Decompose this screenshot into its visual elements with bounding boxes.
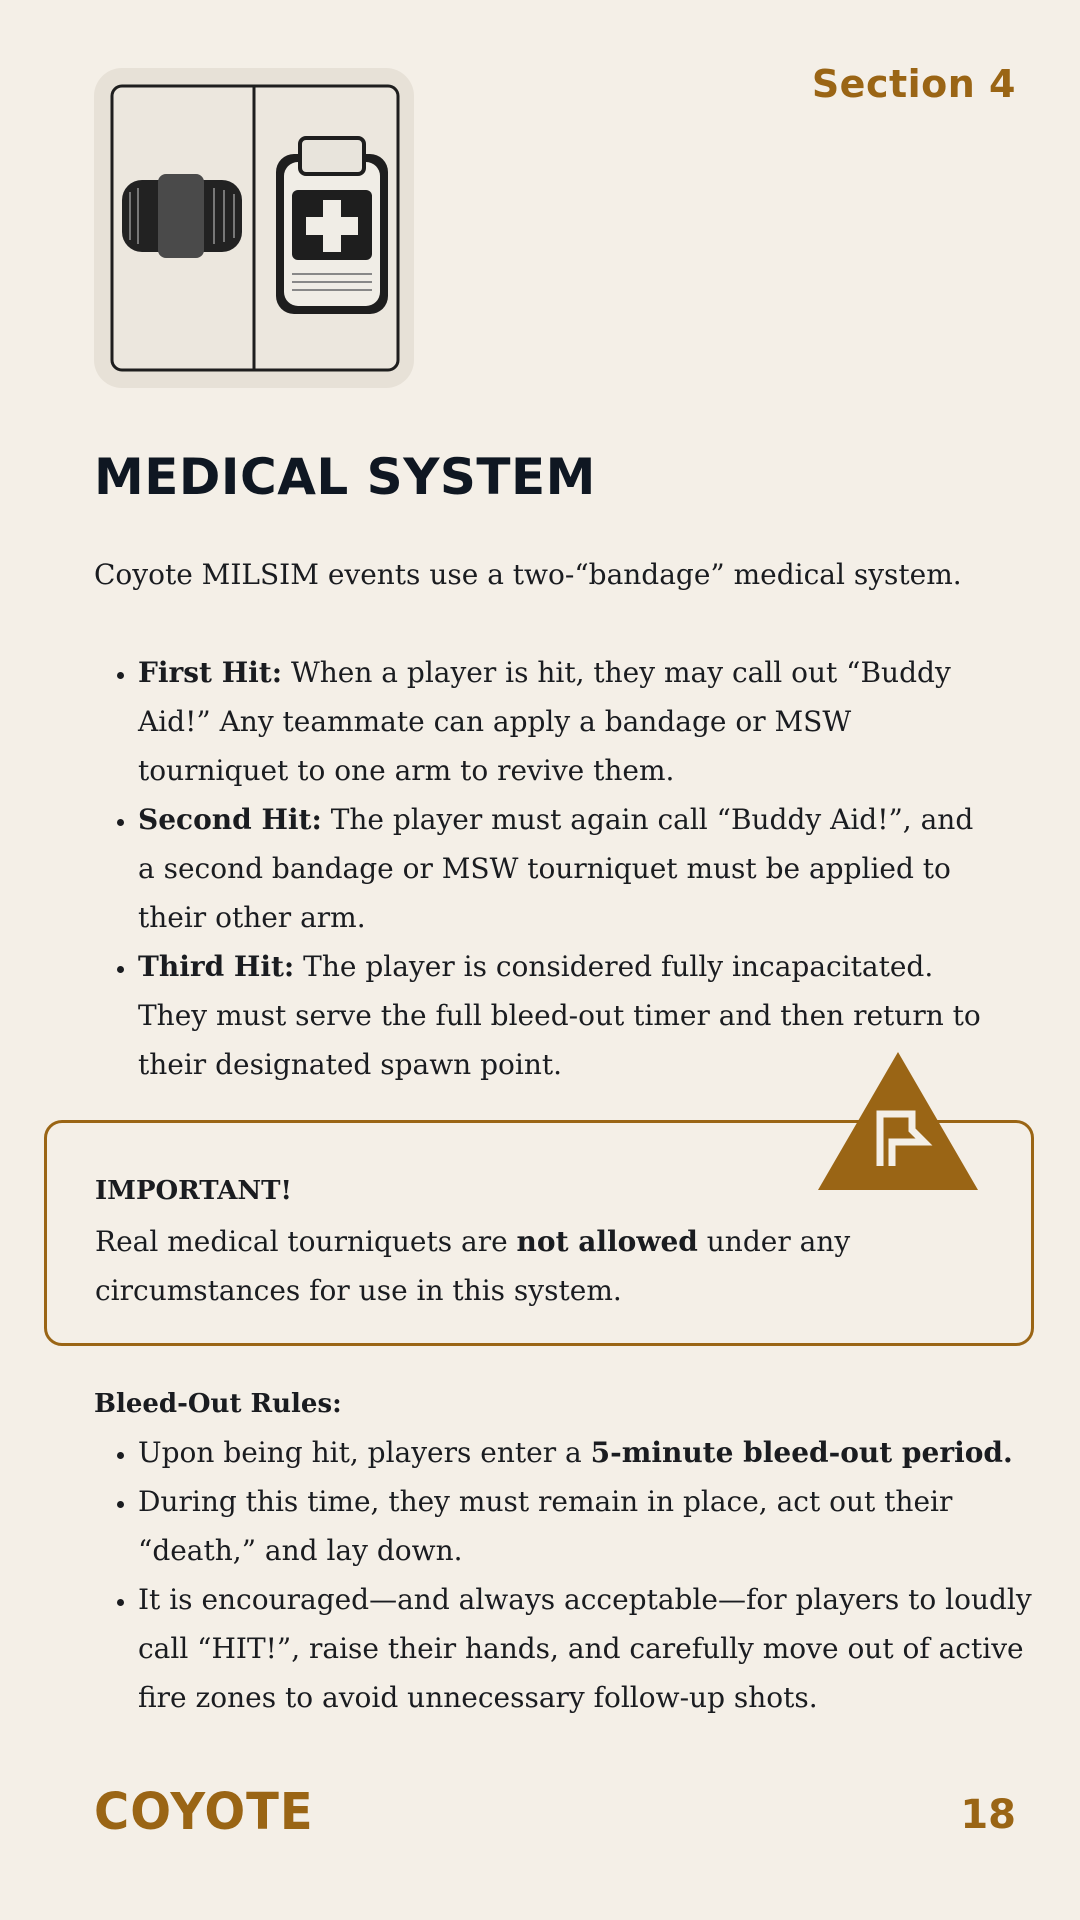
first-aid-pouch-icon [276,138,388,314]
bleed-out-heading: Bleed-Out Rules: [94,1389,342,1419]
rule-text: The player is considered fully incapacitated. They must serve the full bleed-out timer and then return to their designated spawn point. [138,950,981,1081]
bleed-text: Upon being hit, players enter a [138,1436,591,1469]
intro-text: Coyote MILSIM events use a two-“bandage” medical system. [94,558,962,591]
notice-body [95,1217,1015,1315]
list-item [138,648,988,795]
rule-label: First Hit: [138,656,283,689]
tourniquet-icon [122,174,242,258]
rule-text: The player must again call “Buddy Aid!”, and a second bandage or MSW tourniquet must be applied to their other arm. [138,803,974,934]
medical-gear-illustration [94,68,414,388]
list-item: • It is encouraged—and always acceptable—for players to loudly call “HIT!”, raise their hands, and carefully move out of active fire zones to avoid unnecessary follow-up shots. [138,1575,1068,1722]
brand-logo: COYOTE [94,1782,314,1842]
page-title: MEDICAL SYSTEM [94,448,596,506]
notice-text: under any circumstances for use in this system. [95,1225,851,1307]
list-item [138,795,988,942]
notice-title: IMPORTANT! [95,1176,292,1206]
section-label: Section 4 [811,62,1016,106]
rule-text: When a player is hit, they may call out “Buddy Aid!” Any teammate can apply a bandage or MSW tourniquet to one arm to revive them. [138,656,951,787]
list-item: • During this time, they must remain in place, act out their “death,” and lay down. [138,1477,1068,1575]
bleed-emphasis: 5-minute bleed-out period. [590,1436,1013,1469]
notice-text: Real medical tourniquets are [95,1225,517,1258]
list-item [138,1428,1068,1477]
page-number: 18 [960,1792,1016,1838]
rule-label: Second Hit: [138,803,322,836]
hit-rules-list [94,648,988,1089]
bleed-out-list [94,1428,1068,1722]
rule-label: Third Hit: [138,950,295,983]
notice-emphasis: not allowed [516,1225,698,1258]
warning-flag-icon [816,1048,980,1192]
